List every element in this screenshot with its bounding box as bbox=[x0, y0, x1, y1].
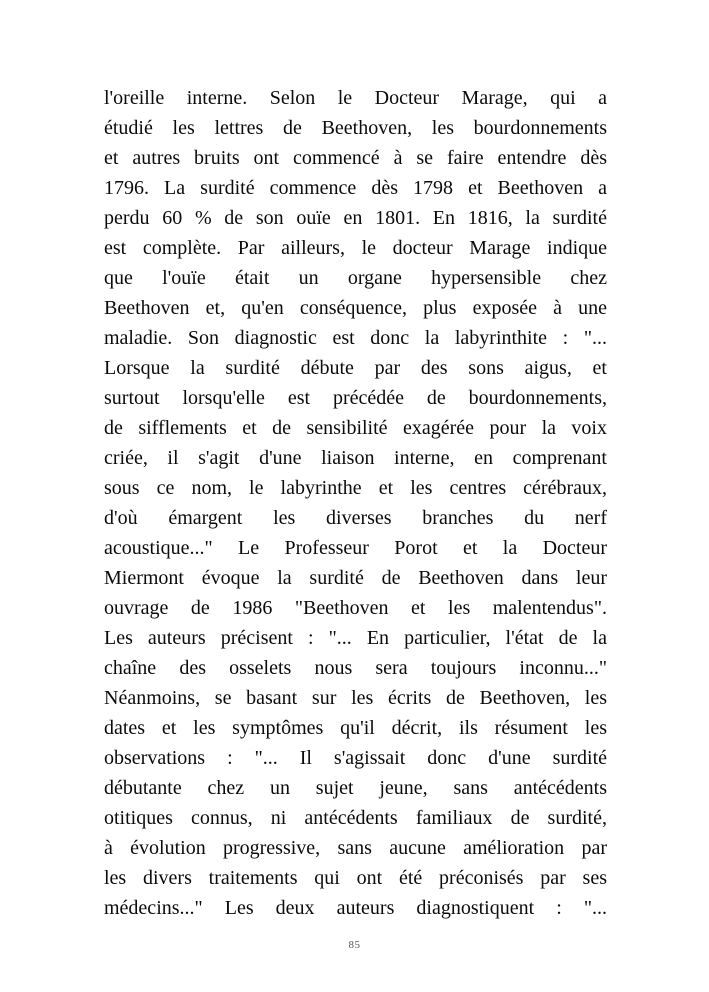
text-line: Lorsque la surdité débute par des sons aigus, et bbox=[104, 357, 607, 379]
text-line: Beethoven et, qu'en conséquence, plus exposée à une bbox=[104, 297, 607, 319]
text-line: médecins..." Les deux auteurs diagnostiquent : "... bbox=[104, 897, 607, 919]
text-line: observations : "... Il s'agissait donc d'une surdité bbox=[104, 747, 607, 769]
text-line: de sifflements et de sensibilité exagérée pour la voix bbox=[104, 417, 607, 439]
text-line: d'où émargent les diverses branches du nerf bbox=[104, 507, 607, 529]
text-line: à évolution progressive, sans aucune amélioration par bbox=[104, 837, 607, 859]
text-line: débutante chez un sujet jeune, sans antécédents bbox=[104, 777, 607, 799]
text-line: 1796. La surdité commence dès 1798 et Beethoven a bbox=[104, 177, 607, 199]
text-line: Les auteurs précisent : "... En particulier, l'état de la bbox=[104, 627, 607, 649]
text-line: les divers traitements qui ont été préconisés par ses bbox=[104, 867, 607, 889]
text-line: sous ce nom, le labyrinthe et les centres cérébraux, bbox=[104, 477, 607, 499]
text-line: et autres bruits ont commencé à se faire entendre dès bbox=[104, 147, 607, 169]
text-line: l'oreille interne. Selon le Docteur Marage, qui a bbox=[104, 87, 607, 109]
text-line: est complète. Par ailleurs, le docteur Marage indique bbox=[104, 237, 607, 259]
text-line: ouvrage de 1986 "Beethoven et les malentendus". bbox=[104, 597, 607, 619]
page-number: 85 bbox=[348, 939, 361, 951]
text-line: surtout lorsqu'elle est précédée de bourdonnements, bbox=[104, 387, 607, 409]
text-line: étudié les lettres de Beethoven, les bourdonnements bbox=[104, 117, 607, 139]
text-line: criée, il s'agit d'une liaison interne, en comprenant bbox=[104, 447, 607, 469]
text-line: chaîne des osselets nous sera toujours inconnu..." bbox=[104, 657, 607, 679]
text-line: Néanmoins, se basant sur les écrits de Beethoven, les bbox=[104, 687, 607, 709]
text-line: dates et les symptômes qu'il décrit, ils résument les bbox=[104, 717, 607, 739]
text-line: que l'ouïe était un organe hypersensible chez bbox=[104, 267, 607, 289]
text-line: otitiques connus, ni antécédents familiaux de surdité, bbox=[104, 807, 607, 829]
text-line: maladie. Son diagnostic est donc la labyrinthite : "... bbox=[104, 327, 607, 349]
text-line: perdu 60 % de son ouïe en 1801. En 1816, la surdité bbox=[104, 207, 607, 229]
text-line: acoustique..." Le Professeur Porot et la Docteur bbox=[104, 537, 607, 559]
body-text bbox=[104, 83, 607, 923]
text-line: Miermont évoque la surdité de Beethoven dans leur bbox=[104, 567, 607, 589]
